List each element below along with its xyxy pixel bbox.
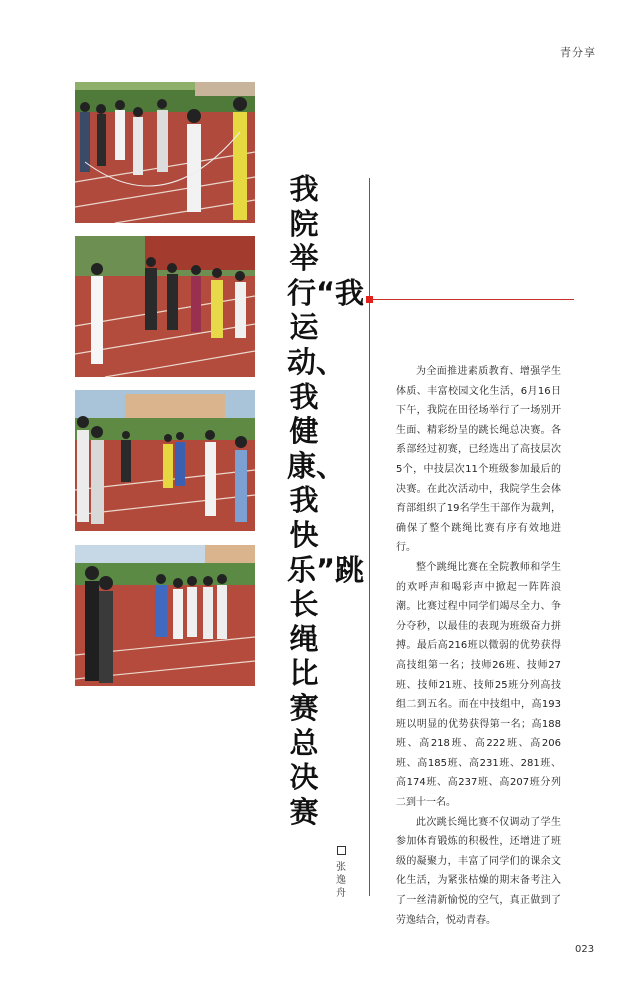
section-label: 青分享 (560, 46, 596, 59)
author-name: 张逸舟 (336, 862, 346, 899)
photo-rope-jump-2 (75, 236, 255, 377)
author-byline (334, 846, 348, 900)
photo-rope-jump-3 (75, 390, 255, 531)
photo-rope-jump-1 (75, 82, 255, 223)
page-number: 023 (575, 944, 595, 955)
article-paragraph: 整个跳绳比赛在全院教师和学生的欢呼声和喝彩声中掀起一阵阵浪潮。比赛过程中同学们竭尽全力、争分夺秒，以最佳的表现为班级奋力拼搏。最后高216班以微弱的优势获得高技组第一名；技师26班、技师27班、技师21班、技师25班分列高技组二到五名。而在中技组中，高193班以明显的优势获得第一名；高188班、高218班、高222班、高206班、高185班、高231班、281班、高174班、高237班、高207班分列二到十一名。 (396, 561, 561, 809)
accent-square-icon (366, 296, 373, 303)
vertical-divider (369, 178, 370, 896)
article-title: 我院举行“我运动、我健康、我快乐”跳长绳比赛总决赛 (287, 172, 365, 829)
byline-box-icon (337, 846, 346, 855)
article-paragraph: 此次跳长绳比赛不仅调动了学生参加体育锻炼的积极性，还增进了班级的凝聚力，丰富了同学们的课余文化生活，为紧张枯燥的期末备考注入了一丝清新愉悦的空气，真正做到了劳逸结合，悦动青春。 (396, 816, 561, 926)
horizontal-divider (366, 299, 574, 300)
article-body (396, 362, 561, 930)
photo-rope-jump-4 (75, 545, 255, 686)
article-paragraph: 为全面推进素质教育、增强学生体质、丰富校园文化生活，6月16日下午，我院在田径场举行了一场别开生面、精彩纷呈的跳长绳总决赛。各系部经过初赛，已经选出了高技层次5个，中技层次11个班级参加最后的决赛。在此次活动中，我院学生会体育部组织了19名学生干部作为裁判，确保了整个跳绳比赛有序有效地进行。 (396, 366, 561, 554)
